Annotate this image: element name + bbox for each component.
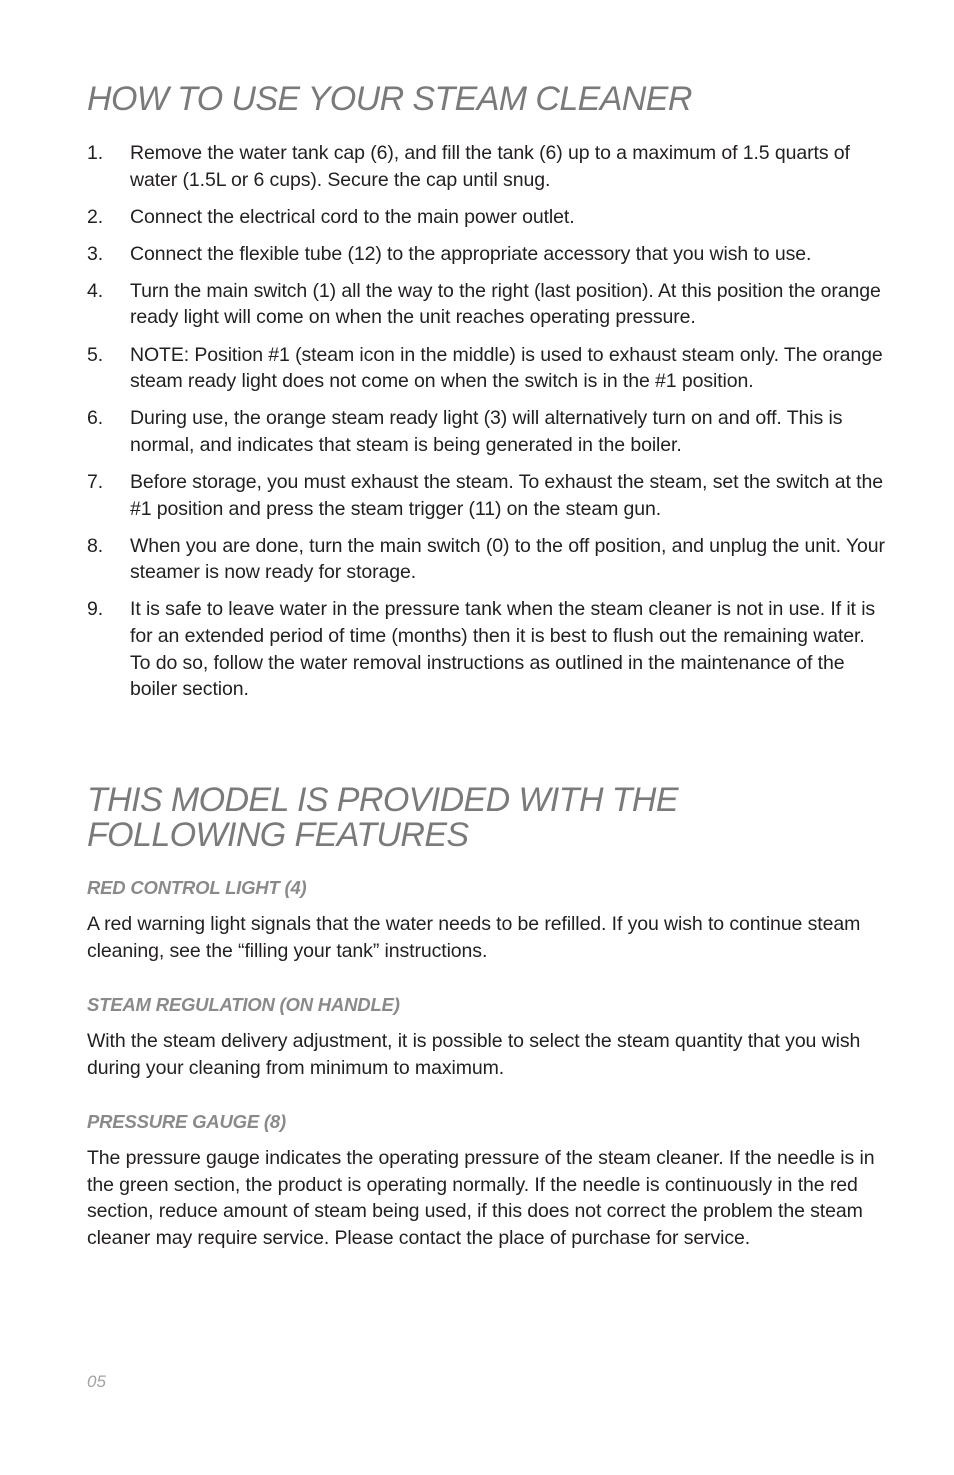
step-text: NOTE: Position #1 (steam icon in the middle) is used to exhaust steam only. The orange steam ready light does not come on when the switch is in the #1 position. (130, 343, 883, 393)
step-text: Connect the electrical cord to the main power outlet. (130, 205, 575, 228)
step-item (87, 241, 887, 268)
step-text: Connect the flexible tube (12) to the appropriate accessory that you wish to use. (130, 242, 812, 265)
step-item (87, 469, 887, 522)
step-text: When you are done, turn the main switch (0) to the off position, and unplug the unit. Your steamer is now ready for storage. (130, 534, 885, 584)
step-number: 2. (87, 205, 104, 228)
features-title: THIS MODEL IS PROVIDED WITH THE FOLLOWING FEATURES (87, 781, 678, 854)
steam-regulation-heading: STEAM REGULATION (ON HANDLE) (87, 994, 400, 1015)
instruction-steps (87, 140, 887, 713)
step-item (87, 278, 887, 331)
step-item (87, 140, 887, 193)
step-number: 5. (87, 343, 104, 366)
step-text: Remove the water tank cap (6), and fill the tank (6) up to a maximum of 1.5 quarts of water (1.5L or 6 cups). Secure the cap until snug. (130, 142, 850, 191)
step-number: 7. (87, 470, 104, 493)
step-text: During use, the orange steam ready light (3) will alternatively turn on and off. This is normal, and indicates that steam is being generated in the boiler. (130, 407, 843, 456)
step-number: 1. (87, 142, 104, 164)
how-to-use-title: HOW TO USE YOUR STEAM CLEANER (87, 80, 692, 118)
step-item (87, 342, 887, 395)
step-number: 9. (87, 598, 104, 621)
step-number: 6. (87, 407, 104, 430)
step-number: 8. (87, 534, 104, 557)
step-item (87, 405, 887, 458)
step-item (87, 533, 887, 586)
step-number: 4. (87, 279, 104, 302)
step-number: 3. (87, 242, 104, 265)
step-text: Turn the main switch (1) all the way to the right (last position). At this position the orange ready light will come on when the unit reaches operating pressure. (130, 279, 881, 329)
pressure-gauge-heading: PRESSURE GAUGE (8) (87, 1111, 286, 1132)
red-control-light-heading: RED CONTROL LIGHT (4) (87, 877, 307, 898)
step-item (87, 596, 887, 702)
step-text: It is safe to leave water in the pressure tank when the steam cleaner is not in use. If it is for an extended period of time (months) then it is best to flush out the remaining water. To do so, follow the water removal instructions as outlined in the maintenance of the boiler section. (130, 598, 876, 701)
step-item (87, 204, 887, 231)
step-text: Before storage, you must exhaust the steam. To exhaust the steam, set the switch at the #1 position and press the steam trigger (11) on the steam gun. (130, 470, 883, 520)
page-number: 05 (87, 1372, 106, 1391)
pressure-gauge-text: The pressure gauge indicates the operating pressure of the steam cleaner. If the needle is in the green section, the product is operating normally. If the needle is continuously in the red section, reduce amount of steam being used, if this does not correct the problem the steam cleaner may require service. Please contact the place of purchase for service. (87, 1147, 875, 1249)
steam-regulation-text: With the steam delivery adjustment, it is possible to select the steam quantity that you wish during your cleaning from minimum to maximum. (87, 1030, 861, 1079)
red-control-light-text: A red warning light signals that the water needs to be refilled. If you wish to continue steam cleaning, see the “filling your tank” instructions. (87, 913, 861, 962)
